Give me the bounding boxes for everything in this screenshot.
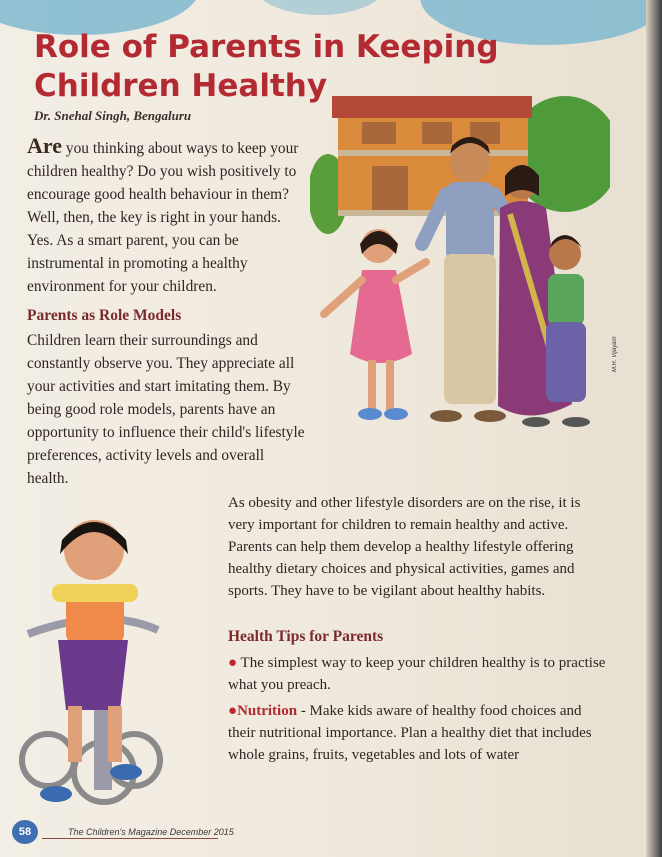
intro-column xyxy=(27,134,307,490)
cloud-decoration xyxy=(250,0,390,15)
role-models-heading: Parents as Role Models xyxy=(27,307,182,324)
tip-item xyxy=(228,652,610,696)
illustration-credit: M.R. Vijayam xyxy=(612,336,618,372)
footer-divider xyxy=(42,838,218,839)
bullet-dot-icon: ● xyxy=(228,655,238,671)
tip-text: The simplest way to keep your children healthy is to practise what you preach. xyxy=(228,655,606,693)
intro-text: you thinking about ways to keep your children healthy? Do you wish positively to encourage good health behaviour in them? Well, then, the key is right in your hands. Yes. As a smart parent, you can be instrumental in promoting a healthy environment for your children. xyxy=(27,140,299,295)
author-byline: Dr. Snehal Singh, Bengaluru xyxy=(34,108,192,123)
cycling-girl-illustration xyxy=(8,510,218,820)
tip-text: - Make kids aware of healthy food choices and their nutritional importance. Plan a healthy diet that includes whole grains, fruits, vegetables and lots of water xyxy=(228,703,592,763)
main-column xyxy=(228,492,610,766)
intro-paragraph xyxy=(27,134,307,298)
role-models-paragraph: Children learn their surroundings and constantly observe you. They appreciate all your activities and start imitating them. By being good role models, parents have an opportunity to influence their child's lifestyle preferences, activity levels and overall health. xyxy=(27,332,305,487)
article-title: Role of Parents in Keeping Children Healthy xyxy=(34,29,499,104)
nutrition-label: Nutrition xyxy=(237,703,298,719)
tip-item xyxy=(228,700,610,766)
drop-cap: Are xyxy=(27,133,63,158)
page-footer xyxy=(12,820,242,846)
page-edge-shadow xyxy=(646,0,662,857)
health-tips-heading: Health Tips for Parents xyxy=(228,628,384,645)
magazine-name: The Children's Magazine December 2015 xyxy=(68,827,234,837)
obesity-paragraph: As obesity and other lifestyle disorders are on the rise, it is very important for children to remain healthy and active. Parents can help them develop a healthy lifestyle offering healthy dietary choices and physical activities, games and sports. They have to be vigilant about healthy habits. xyxy=(228,495,581,599)
bullet-dot-icon: ● xyxy=(228,703,238,719)
family-illustration xyxy=(310,84,610,454)
page-number: 58 xyxy=(12,820,38,844)
